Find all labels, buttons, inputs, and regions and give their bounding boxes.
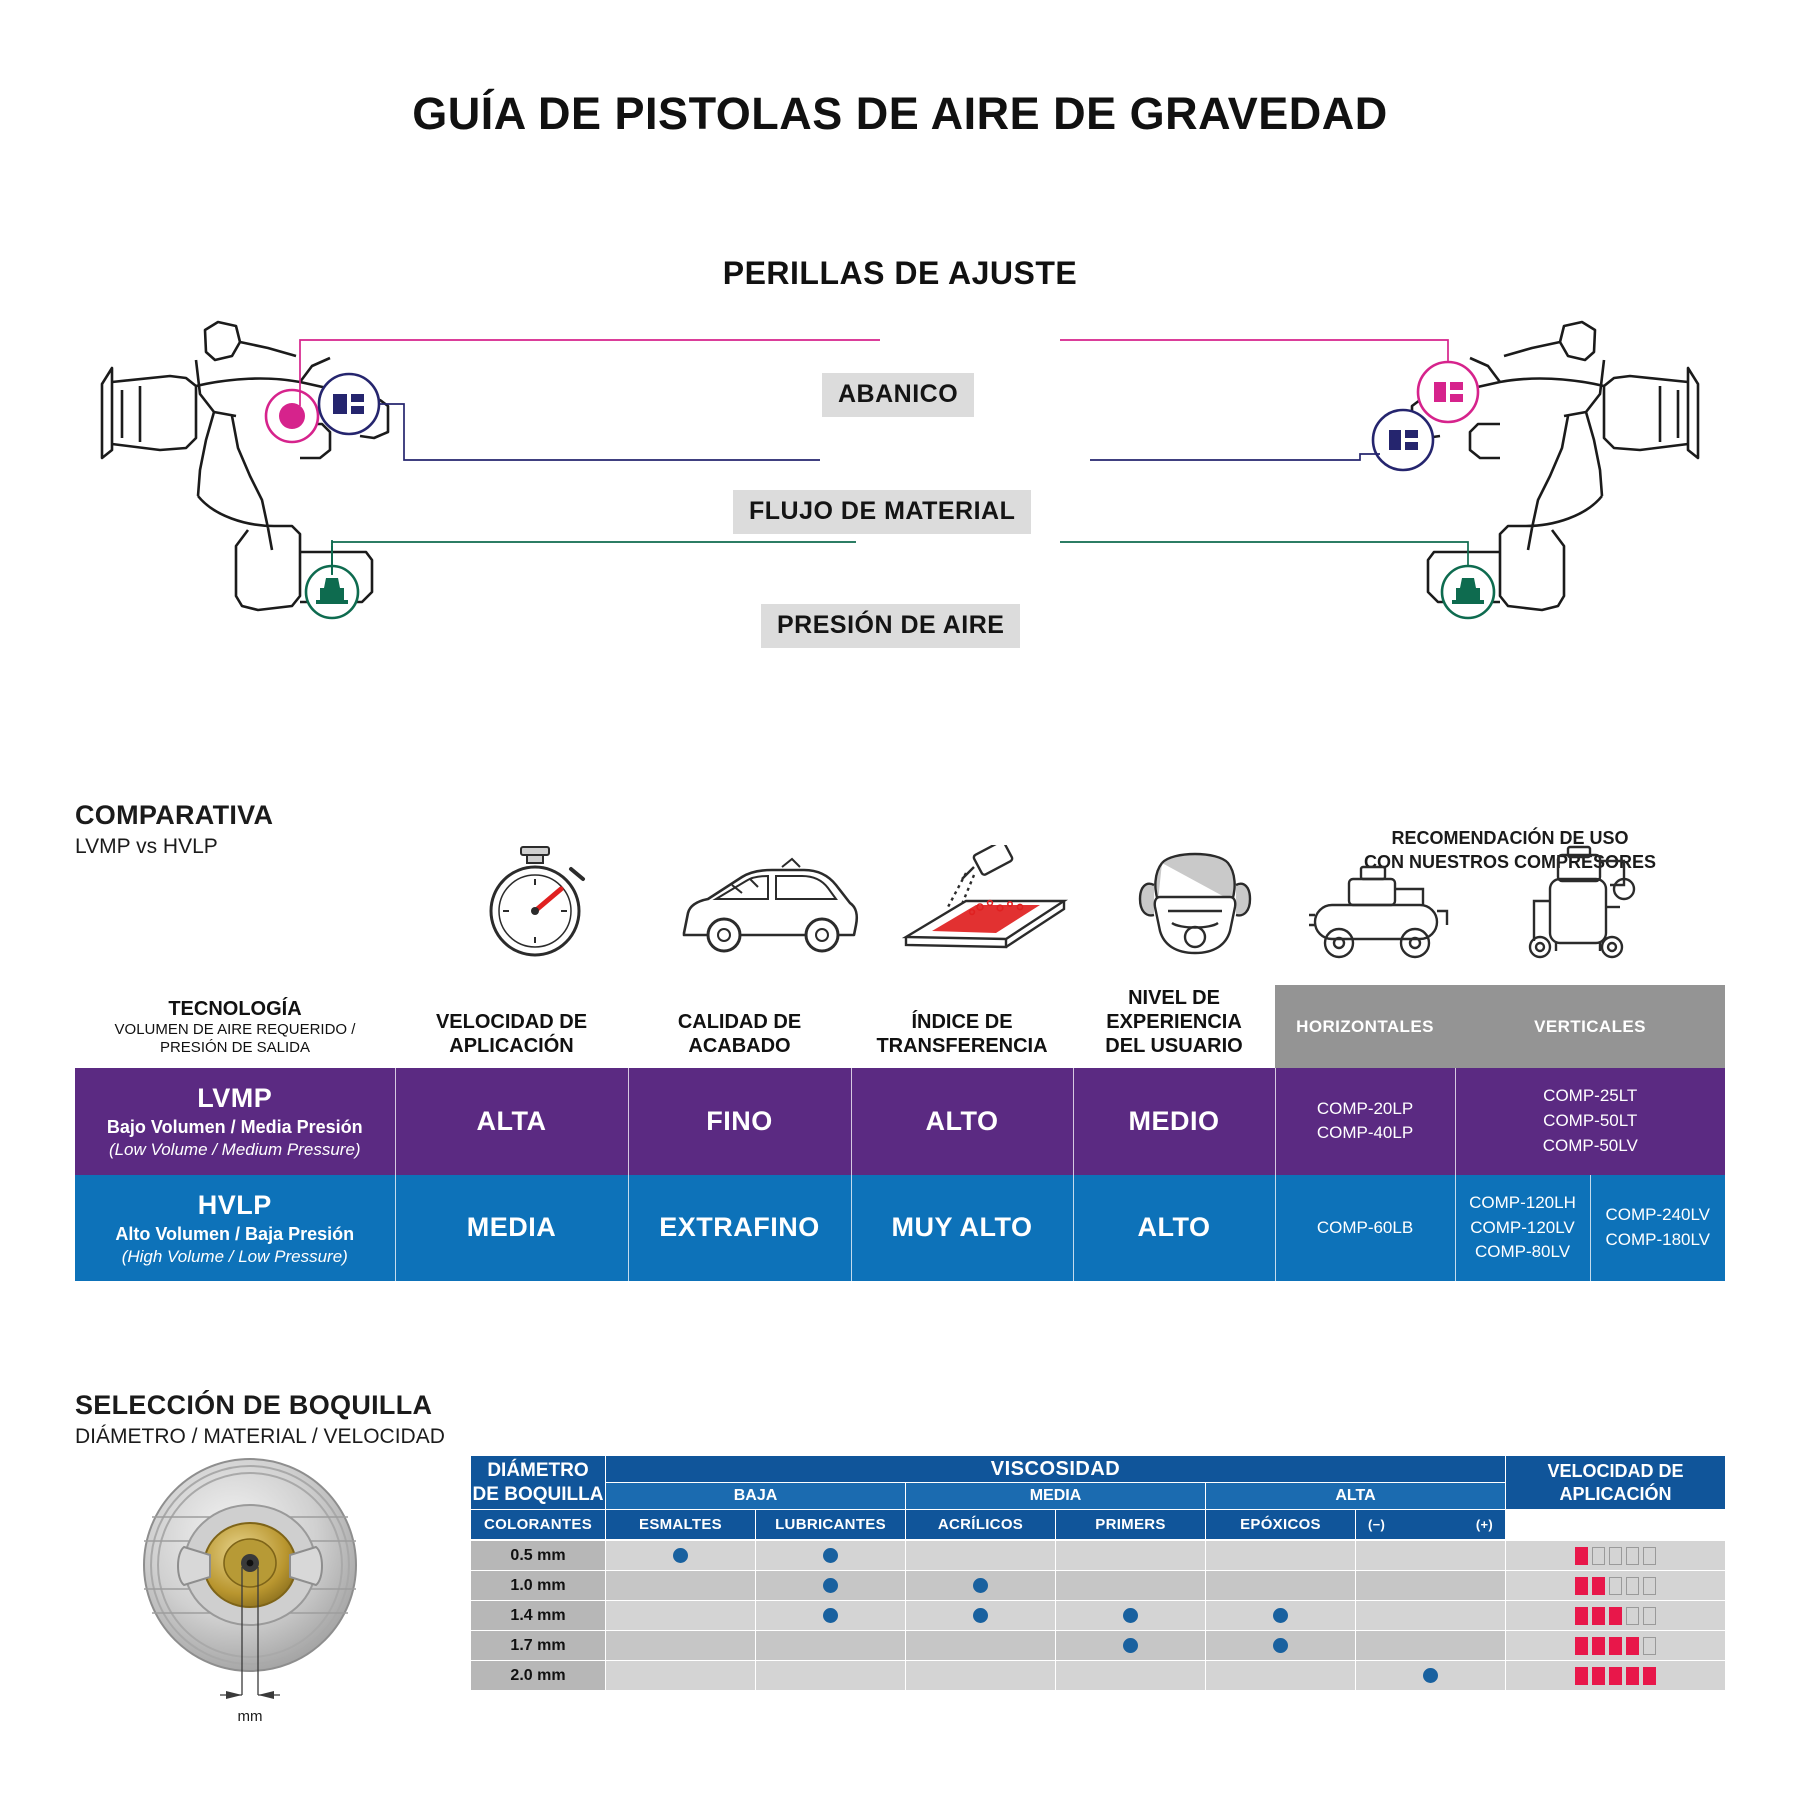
speed-bar: [1592, 1607, 1605, 1625]
cell-hvlp-experience: ALTO: [1073, 1175, 1275, 1282]
cell-material-2: [906, 1661, 1056, 1691]
speed-bar: [1575, 1637, 1588, 1655]
cell-material-4: [1206, 1541, 1356, 1571]
boquilla-heading: SELECCIÓN DE BOQUILLA: [75, 1390, 433, 1420]
cell-lvmp-experience: MEDIO: [1073, 1068, 1275, 1175]
cell-material-0: [606, 1631, 756, 1661]
col-header-vertical: VERTICALES: [1455, 985, 1725, 1068]
speed-bar: [1575, 1547, 1588, 1565]
speed-bar: [1609, 1577, 1622, 1595]
cell-lvmp-technology: LVMP Bajo Volumen / Media Presión (Low Volume / Medium Pressure): [75, 1068, 395, 1175]
boq-mat-0: COLORANTES: [471, 1510, 606, 1540]
cell-hvlp-vertical-a: COMP-120LH COMP-120LV COMP-80LV: [1455, 1175, 1590, 1282]
section-title-knobs: PERILLAS DE AJUSTE: [722, 255, 1078, 291]
cell-lvmp-speed: ALTA: [395, 1068, 628, 1175]
cell-speed-bars: [1506, 1601, 1726, 1631]
table-row: [471, 1601, 1726, 1631]
cell-lvmp-quality: FINO: [628, 1068, 851, 1175]
cell-speed-bars: [1506, 1661, 1726, 1691]
nozzle-mm-label: mm: [237, 1708, 263, 1725]
col-header-technology-label: TECNOLOGÍA: [168, 997, 302, 1020]
dot-marker: [1273, 1638, 1288, 1653]
speed-bar: [1626, 1637, 1639, 1655]
cell-hvlp-transfer: MUY ALTO: [851, 1175, 1073, 1282]
cell-hvlp-technology: HVLP Alto Volumen / Baja Presión (High Volume / Low Pressure): [75, 1175, 395, 1282]
cell-material-3: [1056, 1571, 1206, 1601]
speed-bar: [1626, 1547, 1639, 1565]
callout-material-flow: FLUJO DE MATERIAL: [733, 490, 1031, 534]
table-row: [471, 1661, 1726, 1691]
speed-bar: [1609, 1637, 1622, 1655]
cell-material-1: [756, 1601, 906, 1631]
speed-bar: [1643, 1667, 1656, 1685]
cell-material-3: [1056, 1631, 1206, 1661]
dot-marker: [1123, 1608, 1138, 1623]
speed-bar: [1626, 1667, 1639, 1685]
page-title: GUÍA DE PISTOLAS DE AIRE DE GRAVEDAD: [412, 88, 1388, 139]
respirator-mask-icon: [1110, 845, 1280, 975]
spray-transfer-icon: [888, 845, 1088, 975]
cell-material-1: [756, 1571, 906, 1601]
horizontal-compressor-icon: [1295, 855, 1470, 970]
callout-fan: ABANICO: [822, 373, 974, 417]
dot-marker: [823, 1548, 838, 1563]
speed-scale-plus: (+): [1475, 1517, 1493, 1532]
cell-material-0: [606, 1601, 756, 1631]
cell-hvlp-speed: MEDIA: [395, 1175, 628, 1282]
comparison-table: [75, 985, 1725, 1281]
cell-material-1: [756, 1631, 906, 1661]
table-row-lvmp: [75, 1068, 1725, 1175]
dot-marker: [823, 1578, 838, 1593]
col-header-horizontal: HORIZONTALES: [1275, 985, 1455, 1068]
cell-lvmp-transfer: ALTO: [851, 1068, 1073, 1175]
cell-lvmp-vertical: COMP-25LT COMP-50LT COMP-50LV: [1455, 1068, 1725, 1175]
dot-marker: [1273, 1608, 1288, 1623]
table-row: [471, 1541, 1726, 1571]
boq-mat-3: ACRÍLICOS: [906, 1510, 1056, 1540]
speed-bar: [1592, 1577, 1605, 1595]
speed-bar: [1643, 1577, 1656, 1595]
cell-material-0: [606, 1571, 756, 1601]
stopwatch-icon: [455, 845, 615, 970]
boquilla-heading-block: [75, 1390, 445, 1449]
col-header-technology-sub2: PRESIÓN DE SALIDA: [159, 1039, 311, 1057]
cell-hvlp-vertical-b: COMP-240LV COMP-180LV: [1590, 1175, 1725, 1282]
cell-material-5: [1356, 1601, 1506, 1631]
boquilla-subheading: DIÁMETRO / MATERIAL / VELOCIDAD: [75, 1425, 445, 1448]
col-header-experience: NIVEL DE EXPERIENCIA DEL USUARIO: [1105, 987, 1243, 1057]
boq-visc-low: BAJA: [606, 1483, 906, 1510]
boq-col-speed: VELOCIDAD DE APLICACIÓN: [1506, 1456, 1726, 1510]
dot-marker: [1123, 1638, 1138, 1653]
comparativa-subheading: LVMP vs HVLP: [75, 835, 218, 858]
dot-marker: [973, 1608, 988, 1623]
leader-line-fan-left: [300, 340, 880, 406]
speed-bar: [1643, 1547, 1656, 1565]
knob-circle-material-left: [319, 374, 379, 434]
cell-diameter: 2.0 mm: [471, 1661, 606, 1691]
cell-material-4: [1206, 1631, 1356, 1661]
recommendation-title-line2: CON NUESTROS COMPRESORES: [1363, 852, 1657, 873]
cell-hvlp-horizontal: COMP-60LB: [1275, 1175, 1455, 1282]
cell-hvlp-quality: EXTRAFINO: [628, 1175, 851, 1282]
speed-bar: [1592, 1667, 1605, 1685]
cell-speed-bars: [1506, 1571, 1726, 1601]
cell-material-3: [1056, 1661, 1206, 1691]
cell-material-2: [906, 1631, 1056, 1661]
col-header-quality: CALIDAD DE ACABADO: [677, 1011, 802, 1057]
leader-line-pressure-right: [1060, 542, 1468, 566]
speed-bar: [1626, 1577, 1639, 1595]
leader-line-material-right: [1090, 454, 1380, 460]
table-row: [471, 1631, 1726, 1661]
boq-speed-scale: [1356, 1510, 1506, 1540]
boq-visc-high: ALTA: [1206, 1483, 1506, 1510]
cell-material-2: [906, 1541, 1056, 1571]
cell-material-1: [756, 1661, 906, 1691]
cell-diameter: 1.7 mm: [471, 1631, 606, 1661]
cell-diameter: 0.5 mm: [471, 1541, 606, 1571]
knob-circle-material-right: [1373, 410, 1433, 470]
boq-mat-5: EPÓXICOS: [1206, 1510, 1356, 1540]
speed-scale-minus: (−): [1368, 1517, 1386, 1532]
cell-material-5: [1356, 1631, 1506, 1661]
speed-bar: [1575, 1577, 1588, 1595]
boq-mat-1: ESMALTES: [606, 1510, 756, 1540]
cell-material-2: [906, 1601, 1056, 1631]
cell-material-4: [1206, 1571, 1356, 1601]
cell-material-1: [756, 1541, 906, 1571]
leader-line-fan-right: [1060, 340, 1448, 362]
leader-line-pressure-left: [332, 542, 856, 566]
cell-material-3: [1056, 1541, 1206, 1571]
dot-marker: [823, 1608, 838, 1623]
boq-mat-4: PRIMERS: [1056, 1510, 1206, 1540]
cell-speed-bars: [1506, 1541, 1726, 1571]
callout-air-pressure: PRESIÓN DE AIRE: [761, 604, 1020, 648]
cell-diameter: 1.0 mm: [471, 1571, 606, 1601]
leader-line-material-left: [379, 404, 820, 460]
dot-marker: [973, 1578, 988, 1593]
cell-material-0: [606, 1541, 756, 1571]
nozzle-selection-table: [470, 1455, 1726, 1691]
boq-visc-medium: MEDIA: [906, 1483, 1206, 1510]
comparativa-icons-row: [0, 845, 1800, 975]
speed-bar: [1626, 1607, 1639, 1625]
dot-marker: [1423, 1668, 1438, 1683]
cell-material-0: [606, 1661, 756, 1691]
table-row: [471, 1571, 1726, 1601]
cell-material-5: [1356, 1661, 1506, 1691]
spray-gun-diagram: [0, 320, 1800, 700]
comparativa-heading: COMPARATIVA: [75, 800, 274, 830]
cell-material-5: [1356, 1541, 1506, 1571]
car-icon: [672, 855, 862, 970]
nozzle-table-body: [471, 1541, 1726, 1691]
speed-bar: [1643, 1607, 1656, 1625]
cell-material-2: [906, 1571, 1056, 1601]
speed-bar: [1609, 1547, 1622, 1565]
speed-bar: [1575, 1607, 1588, 1625]
table-row-hvlp: [75, 1175, 1725, 1282]
recommendation-title-line1: RECOMENDACIÓN DE USO: [1391, 828, 1629, 848]
cell-diameter: 1.4 mm: [471, 1601, 606, 1631]
cell-lvmp-horizontal: COMP-20LP COMP-40LP: [1275, 1068, 1455, 1175]
speed-bar: [1592, 1637, 1605, 1655]
speed-bar: [1592, 1547, 1605, 1565]
col-header-technology-sub1: VOLUMEN DE AIRE REQUERIDO /: [114, 1020, 356, 1038]
cell-material-4: [1206, 1601, 1356, 1631]
boq-col-diameter: DIÁMETRO DE BOQUILLA: [471, 1456, 606, 1510]
knob-circle-fan-right: [1418, 362, 1478, 422]
boq-col-viscosity: VISCOSIDAD: [606, 1456, 1506, 1483]
vertical-compressor-icon: [1500, 845, 1660, 970]
speed-bar: [1609, 1607, 1622, 1625]
speed-bar: [1575, 1667, 1588, 1685]
cell-material-5: [1356, 1571, 1506, 1601]
cell-speed-bars: [1506, 1631, 1726, 1661]
col-header-speed: VELOCIDAD DE APLICACIÓN: [435, 1011, 588, 1057]
speed-bar: [1609, 1667, 1622, 1685]
dot-marker: [673, 1548, 688, 1563]
col-header-transfer: ÍNDICE DE TRANSFERENCIA: [876, 1011, 1048, 1057]
speed-bar: [1643, 1637, 1656, 1655]
boq-mat-2: LUBRICANTES: [756, 1510, 906, 1540]
cell-material-3: [1056, 1601, 1206, 1631]
cell-material-4: [1206, 1661, 1356, 1691]
col-header-technology: [75, 985, 395, 1068]
nozzle-illustration: [100, 1455, 420, 1740]
